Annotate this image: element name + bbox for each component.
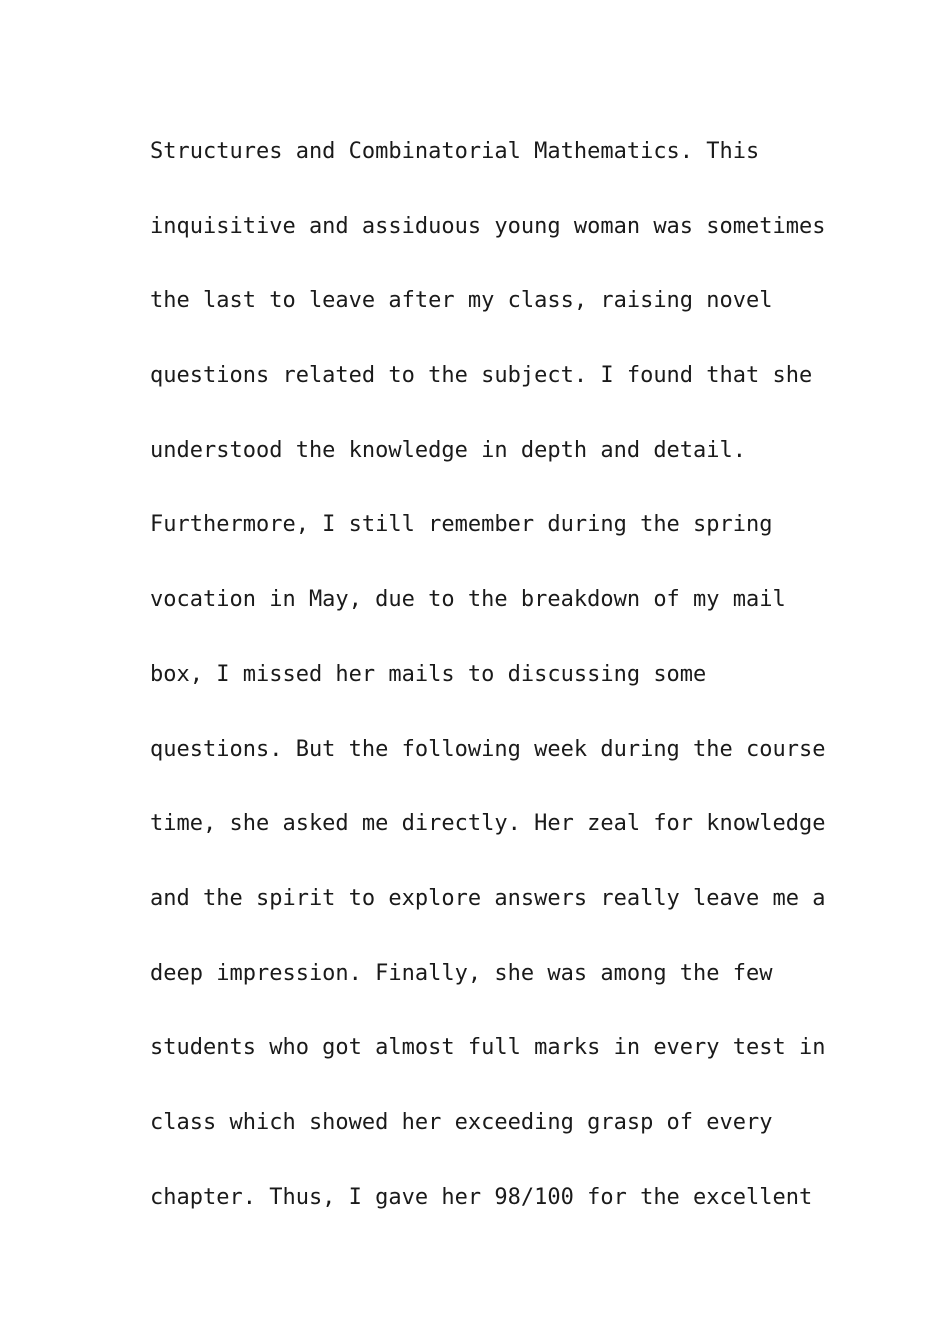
text-line: Structures and Combinatorial Mathematics. This bbox=[150, 139, 760, 164]
letter-body bbox=[150, 135, 830, 1255]
text-line: inquisitive and assiduous young woman was sometimes bbox=[150, 213, 826, 239]
text-line: chapter. Thus, I gave her 98/100 for the excellent bbox=[150, 1184, 813, 1210]
text-line: Furthermore, I still remember during the spring bbox=[150, 512, 773, 538]
text-line: questions related to the subject. I found that she bbox=[150, 363, 813, 389]
text-line: deep impression. Finally, she was among the few bbox=[150, 960, 773, 986]
text-line: the last to leave after my class, raising novel bbox=[150, 288, 773, 314]
text-line: questions. But the following week during the course bbox=[150, 736, 826, 762]
text-line: students who got almost full marks in every test in bbox=[150, 1035, 826, 1061]
text-line: time, she asked me directly. Her zeal for knowledge bbox=[150, 811, 826, 837]
text-line: class which showed her exceeding grasp of every bbox=[150, 1109, 773, 1135]
text-line: box, I missed her mails to discussing some bbox=[150, 661, 707, 687]
text-line: understood the knowledge in depth and detail. bbox=[150, 437, 747, 463]
text-line: and the spirit to explore answers really leave me a bbox=[150, 885, 826, 911]
text-line: vocation in May, due to the breakdown of my mail bbox=[150, 587, 786, 613]
